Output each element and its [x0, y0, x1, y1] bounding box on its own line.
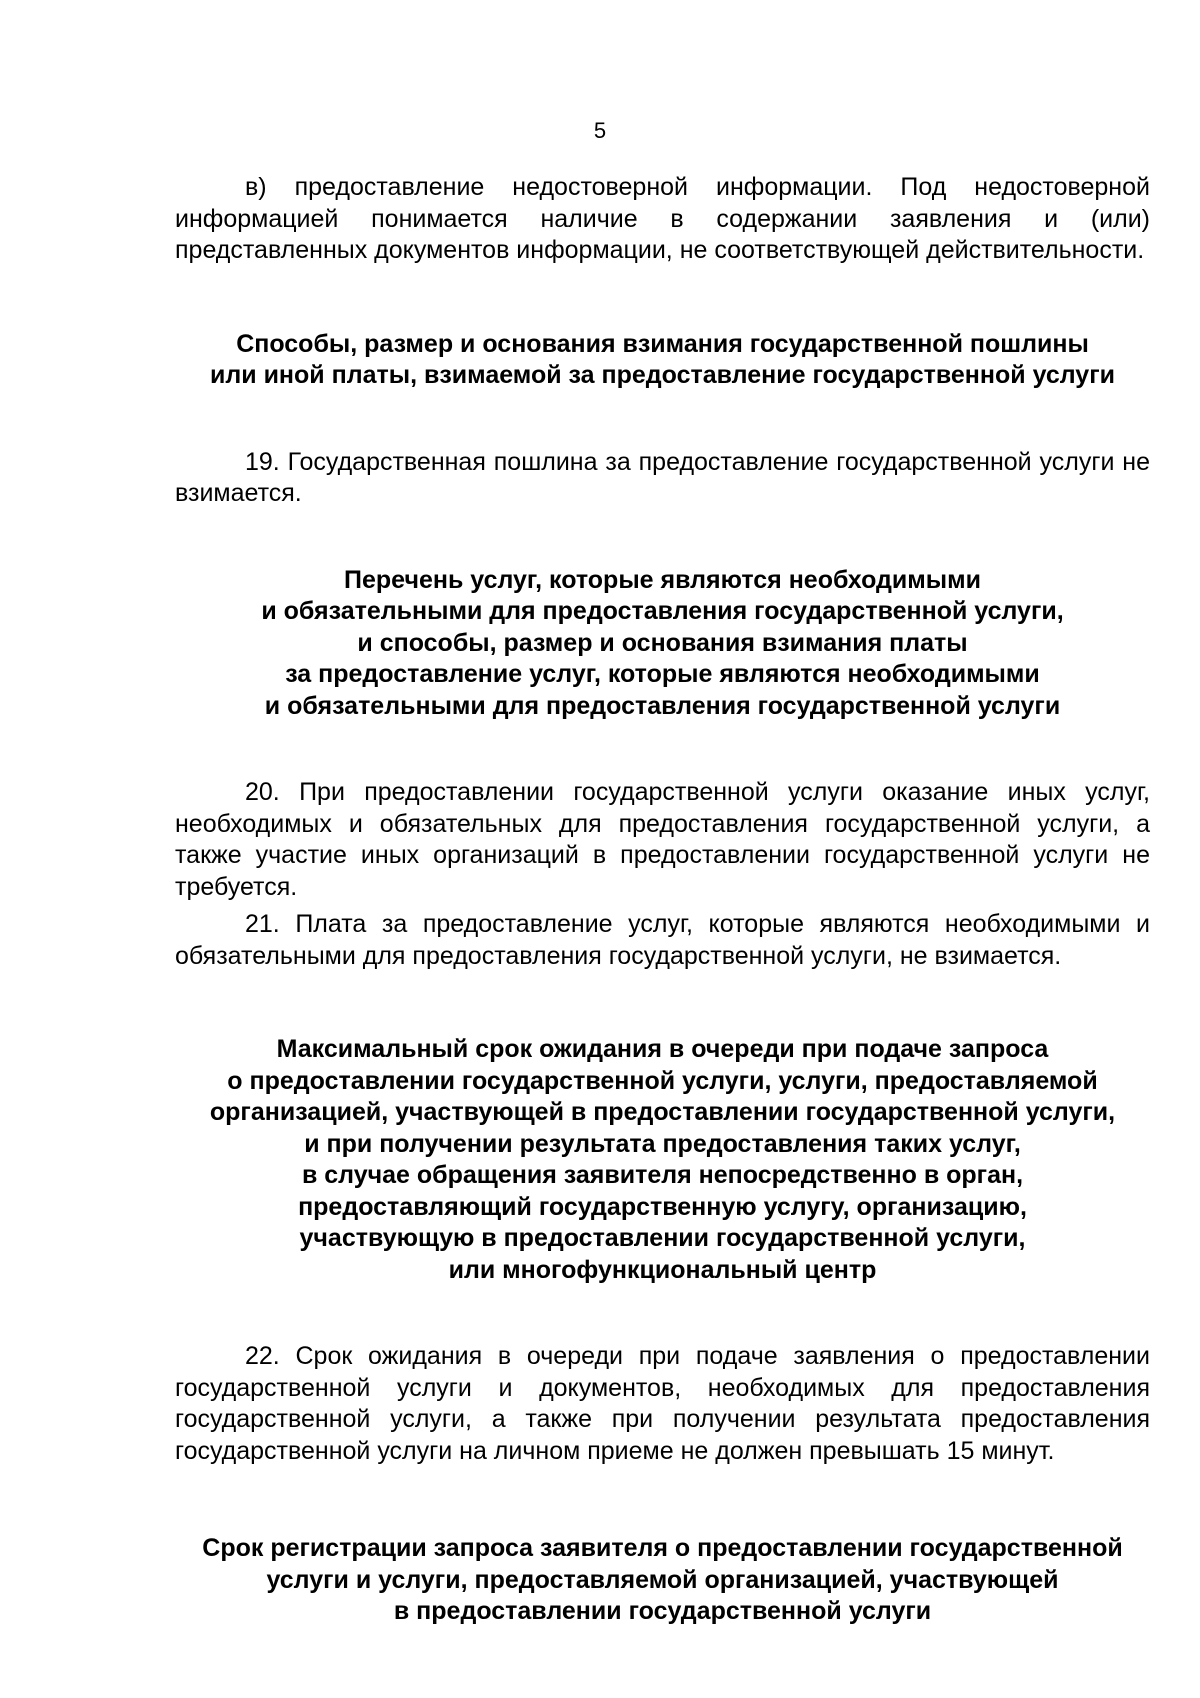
heading-line: услуги и услуги, предоставляемой организацией, участвующей: [266, 1565, 1059, 1594]
paragraph-21: 21. Плата за предоставление услуг, которые являются необходимыми и обязательными для предоставления государственной услуги, не взимается.: [175, 910, 1150, 970]
section-heading-required-services: [175, 565, 1150, 723]
heading-line: и способы, размер и основания взимания платы: [357, 628, 968, 657]
document-body: [175, 172, 1150, 1628]
heading-line: организацией, участвующей в предоставлении государственной услуги,: [209, 1098, 1116, 1126]
heading-line: Способы, размер и основания взимания государственной пошлины: [236, 329, 1089, 358]
paragraph-22: 22. Срок ожидания в очереди при подаче заявления о предоставлении государственной услуги и документов, необходимых для предоставления государственной услуги, а также при получении результата предоставления государственной услуги на личном приеме не должен превышать 15 минут.: [175, 1342, 1150, 1465]
heading-line: и обязательными для предоставления государственной услуги,: [261, 597, 1064, 625]
page-number: 5: [593, 118, 607, 143]
section-heading-fees: [175, 329, 1150, 392]
heading-line: и при получении результата предоставления таких услуг,: [304, 1129, 1021, 1158]
heading-line: за предоставление услуг, которые являются необходимыми: [285, 660, 1040, 688]
heading-line: в случае обращения заявителя непосредственно в орган,: [301, 1161, 1024, 1189]
heading-line: Перечень услуг, которые являются необходимыми: [344, 565, 981, 594]
heading-line: или многофункциональный центр: [448, 1255, 877, 1284]
paragraph-v: в) предоставление недостоверной информации. Под недостоверной информацией понимается наличие в содержании заявления и (или) представленных документов информации, не соответствующей действительности.: [175, 173, 1150, 264]
heading-line: в предоставлении государственной услуги: [393, 1597, 932, 1625]
paragraph-20: 20. При предоставлении государственной услуги оказание иных услуг, необходимых и обязательных для предоставления государственной услуги, а также участие иных организаций в предоставлении государственной услуги не требуется.: [175, 778, 1150, 901]
section-heading-registration-time: [175, 1533, 1150, 1628]
heading-line: Максимальный срок ожидания в очереди при подаче запроса: [276, 1035, 1049, 1063]
heading-line: Срок регистрации запроса заявителя о предоставлении государственной: [202, 1534, 1123, 1562]
section-heading-queue-time: [175, 1034, 1150, 1286]
heading-line: о предоставлении государственной услуги, услуги, предоставляемой: [227, 1066, 1098, 1095]
heading-line: и обязательными для предоставления государственной услуги: [264, 691, 1061, 720]
heading-line: или иной платы, взимаемой за предоставление государственной услуги: [210, 361, 1115, 389]
paragraph-19: 19. Государственная пошлина за предоставление государственной услуги не взимается.: [175, 447, 1150, 507]
heading-line: участвующую в предоставлении государственной услуги,: [299, 1224, 1026, 1252]
heading-line: предоставляющий государственную услугу, организацию,: [298, 1192, 1027, 1221]
